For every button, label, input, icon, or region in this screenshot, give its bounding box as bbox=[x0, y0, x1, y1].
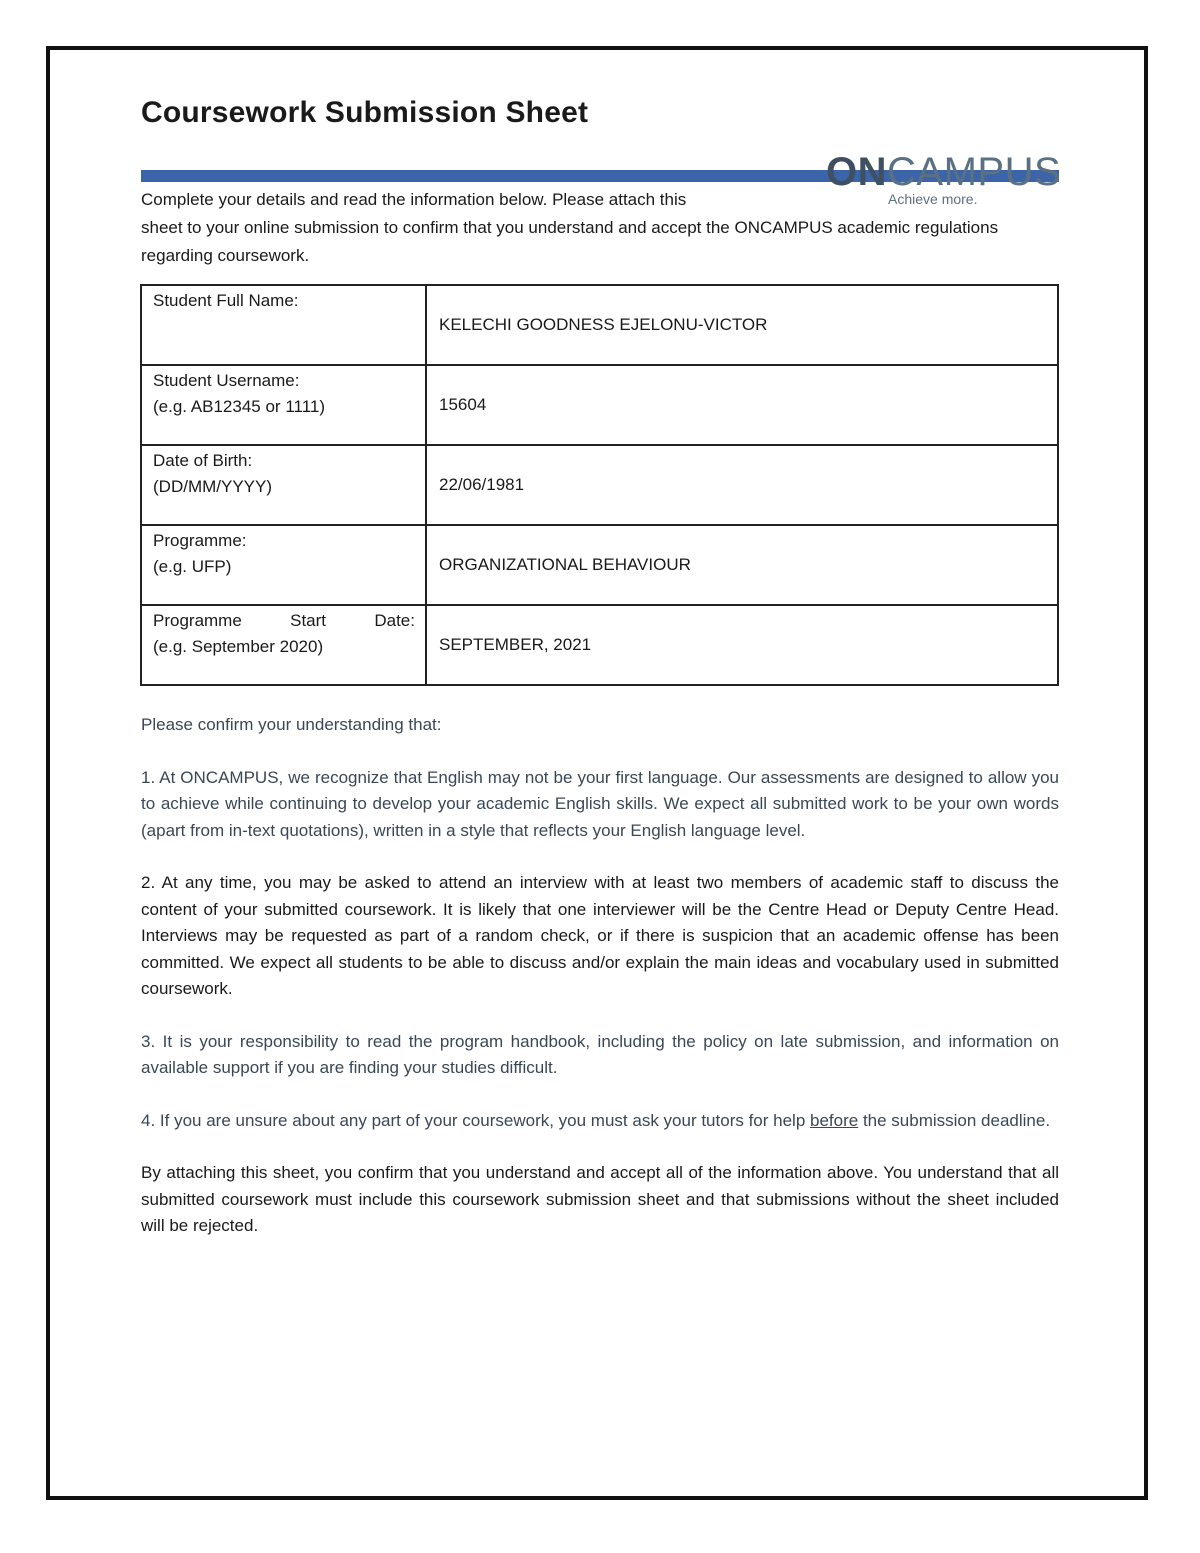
field-value[interactable]: 15604 bbox=[426, 365, 1058, 445]
field-value[interactable]: 22/06/1981 bbox=[426, 445, 1058, 525]
point-4-emphasis: before bbox=[810, 1110, 859, 1130]
table-row bbox=[141, 605, 1058, 685]
intro-line-1: Complete your details and read the information below. Please attach this bbox=[141, 190, 687, 209]
terms-point-4 bbox=[141, 1108, 1059, 1135]
intro-line-2: sheet to your online submission to confirm that you understand and accept the ONCAMPUS academic regulations regarding coursework. bbox=[141, 218, 999, 265]
field-label-line-1: Programme: bbox=[153, 531, 247, 550]
field-label-line-2: (e.g. September 2020) bbox=[153, 637, 324, 656]
logo-campus-text: CAMPUS bbox=[887, 150, 1062, 194]
field-label bbox=[141, 285, 426, 365]
field-value[interactable]: KELECHI GOODNESS EJELONU-VICTOR bbox=[426, 285, 1058, 365]
terms-point-3: 3. It is your responsibility to read the program handbook, including the policy on late submission, and information on available support if you are finding your studies difficult. bbox=[141, 1031, 1059, 1077]
field-value[interactable]: SEPTEMBER, 2021 bbox=[426, 605, 1058, 685]
field-label-line-2: (e.g. AB12345 or 1111) bbox=[153, 397, 326, 416]
student-details-table bbox=[140, 284, 1059, 686]
field-label-line-2: (e.g. UFP) bbox=[153, 557, 232, 576]
closing-paragraph: By attaching this sheet, you confirm that you understand and accept all of the information above. You understand that all submitted coursework must include this coursework submission sheet and that submissions without the sheet included will be rejected. bbox=[141, 1163, 1059, 1235]
field-label-line-1: Student Full Name: bbox=[153, 291, 299, 310]
field-label bbox=[141, 525, 426, 605]
point-4-text-start: 4. If you are unsure about any part of your coursework, you must ask your tutors for help bbox=[141, 1110, 811, 1130]
field-label bbox=[141, 365, 426, 445]
terms-point-2: 2. At any time, you may be asked to attend an interview with at least two members of academic staff to discuss the content of your submitted coursework. It is likely that one interviewer will be the Centre Head or Deputy Centre Head. Interviews may be requested as part of a random check, or if there is suspicion that an academic offense has been committed. We expect all students to be able to discuss and/or explain the main ideas and vocabulary used in submitted coursework. bbox=[141, 873, 1059, 998]
label-word: Date: bbox=[374, 611, 415, 630]
field-label bbox=[141, 445, 426, 525]
table-row bbox=[141, 285, 1058, 365]
field-label-line-1: Date of Birth: bbox=[153, 451, 253, 470]
field-label-line-2: (DD/MM/YYYY) bbox=[153, 477, 272, 496]
table-row bbox=[141, 365, 1058, 445]
field-label bbox=[141, 605, 426, 685]
label-word: Start bbox=[290, 611, 327, 630]
label-word: Programme bbox=[153, 611, 242, 630]
field-value[interactable]: ORGANIZATIONAL BEHAVIOUR bbox=[426, 525, 1058, 605]
intro-paragraph bbox=[141, 186, 1059, 270]
terms-point-1: 1. At ONCAMPUS, we recognize that English may not be your first language. Our assessments are designed to allow you to achieve while continuing to develop your academic English skills. We expect all submitted work to be your own words (apart from in-text quotations), written in a style that reflects your English language level. bbox=[141, 767, 1059, 840]
confirm-heading: Please confirm your understanding that: bbox=[141, 715, 442, 734]
terms-section bbox=[141, 712, 1059, 1240]
field-label-line-1 bbox=[153, 608, 415, 634]
table-row bbox=[141, 445, 1058, 525]
table-row bbox=[141, 525, 1058, 605]
page-title: Coursework Submission Sheet bbox=[141, 96, 589, 129]
field-label-line-1: Student Username: bbox=[153, 371, 300, 390]
logo-on-text: ON bbox=[826, 150, 887, 194]
point-4-text-end: the submission deadline. bbox=[858, 1110, 1051, 1130]
logo-tagline: Achieve more. bbox=[888, 191, 978, 207]
